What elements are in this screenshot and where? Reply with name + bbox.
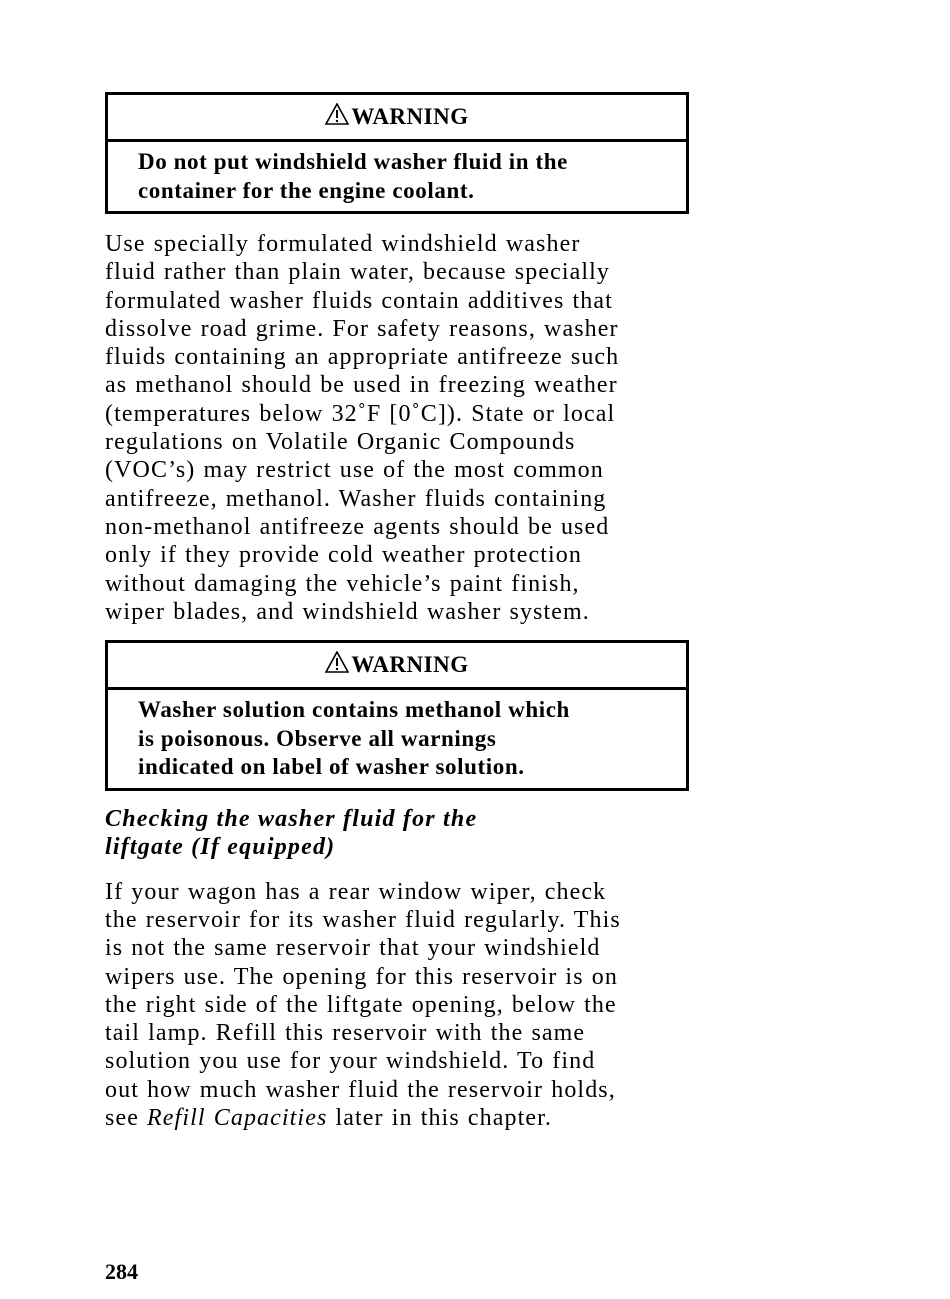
text-line: wipers use. The opening for this reservoir is on (105, 963, 618, 990)
refill-capacities-reference: Refill Capacities (147, 1105, 328, 1132)
warning-title: WARNING (351, 652, 469, 678)
text-line: formulated washer fluids contain additives that (105, 287, 613, 314)
text-line: (temperatures below 32˚F [0˚C]). State or local (105, 400, 616, 427)
warning-box-methanol (105, 640, 689, 791)
warning-text (108, 142, 686, 211)
section-heading (105, 805, 689, 862)
text-fragment: later in this chapter. (327, 1105, 552, 1132)
text-line: wiper blades, and windshield washer system. (105, 598, 590, 625)
text-line: If your wagon has a rear window wiper, check (105, 878, 607, 905)
text-line: solution you use for your windshield. To find (105, 1048, 596, 1075)
text-line: (VOC’s) may restrict use of the most common (105, 457, 604, 484)
text-line: out how much washer fluid the reservoir holds, (105, 1076, 616, 1103)
text-line: tail lamp. Refill this reservoir with the same (105, 1020, 586, 1047)
heading-line: liftgate (If equipped) (105, 834, 336, 861)
text-line: without damaging the vehicle’s paint finish, (105, 570, 580, 597)
text-line: the reservoir for its washer fluid regularly. This (105, 906, 621, 933)
heading-line: Checking the washer fluid for the (105, 805, 478, 832)
warning-triangle-icon (325, 103, 349, 125)
washer-fluid-paragraph (105, 230, 689, 626)
warning-text (108, 690, 686, 788)
warning-line: Do not put windshield washer fluid in the (138, 149, 568, 174)
text-fragment: see (105, 1105, 148, 1132)
text-line: regulations on Volatile Organic Compounds (105, 429, 576, 456)
text-line: as methanol should be used in freezing weather (105, 372, 618, 399)
warning-header (108, 95, 686, 142)
warning-line: is poisonous. Observe all warnings (138, 725, 497, 751)
text-line: antifreeze, methanol. Washer fluids containing (105, 485, 607, 512)
text-line: the right side of the liftgate opening, below the (105, 991, 617, 1018)
warning-line: indicated on label of washer solution. (138, 754, 525, 780)
warning-title: WARNING (351, 104, 469, 129)
text-line: fluid rather than plain water, because specially (105, 259, 610, 286)
warning-box-coolant (105, 92, 689, 214)
liftgate-paragraph (105, 878, 689, 1133)
text-line: is not the same reservoir that your windshield (105, 935, 601, 962)
text-line: Use specially formulated windshield washer (105, 231, 581, 257)
warning-line: container for the engine coolant. (138, 177, 475, 203)
text-line-with-reference (105, 1104, 689, 1132)
text-line: only if they provide cold weather protection (105, 542, 582, 569)
warning-header (108, 643, 686, 690)
manual-page (105, 92, 689, 1132)
text-line: non-methanol antifreeze agents should be used (105, 513, 610, 540)
warning-triangle-icon (325, 651, 349, 673)
text-line: dissolve road grime. For safety reasons, washer (105, 315, 619, 342)
warning-line: Washer solution contains methanol which (138, 697, 570, 723)
text-line: fluids containing an appropriate antifreeze such (105, 344, 620, 371)
page-number: 284 (105, 1259, 138, 1284)
